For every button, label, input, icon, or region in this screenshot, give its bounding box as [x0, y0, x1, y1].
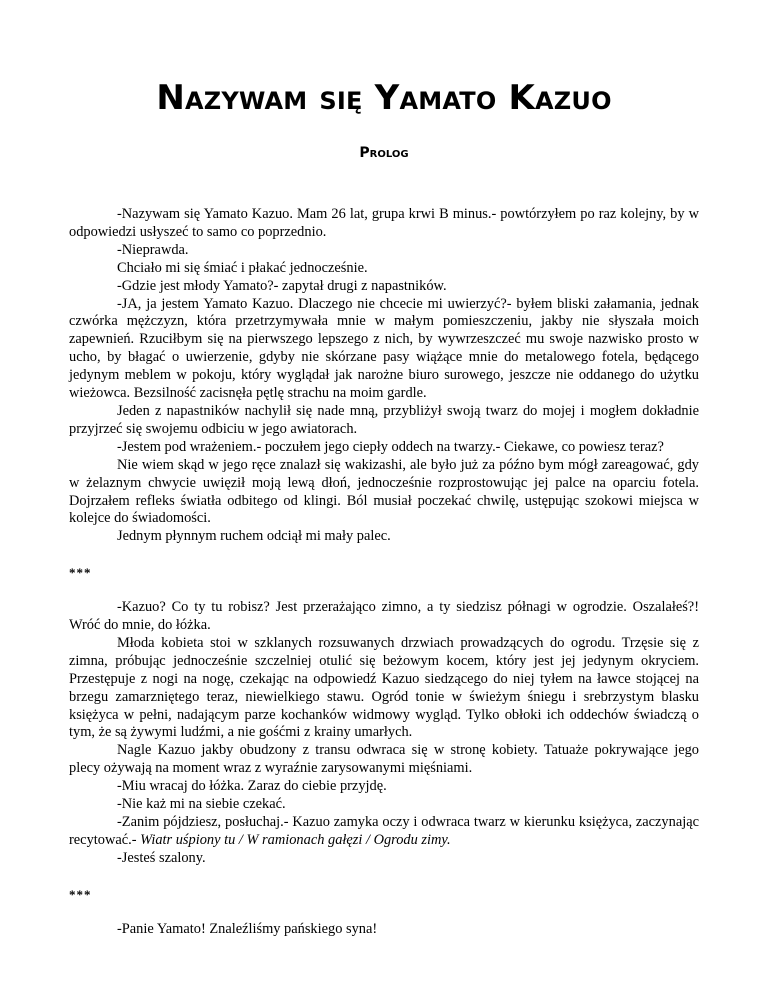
paragraph: -Kazuo? Co ty tu robisz? Jest przerażająco zimno, a ty siedzisz półnagi w ogrodzie. Oszalałeś?! Wróć do mnie, do łóżka. [69, 599, 699, 634]
paragraph: -Jestem pod wrażeniem.- poczułem jego ciepły oddech na twarzy.- Ciekawe, co powiesz teraz? [117, 438, 664, 455]
paragraph: -Nie każ mi na siebie czekać. [117, 796, 286, 813]
haiku-lead-text: -Zanim pójdziesz, posłuchaj.- Kazuo zamyka oczy i odwraca twarz w kierunku księżyca, zaczynając recytować.- [69, 814, 699, 848]
paragraph: -Nazywam się Yamato Kazuo. Mam 26 lat, grupa krwi B minus.- powtórzyłem po raz kolejny, by w odpowiedzi usłyszeć to samo co poprzednio. [69, 206, 699, 240]
paragraph: Młoda kobieta stoi w szklanych rozsuwanych drzwiach prowadzących do ogrodu. Trzęsie się z zimna, próbując jednocześnie szczelniej otulić się beżowym kocem, który jest jej jedynym okryciem. Przestępuje z nogi na nogę, czekając na odpowiedź Kazuo siedzącego do niej tyłem na ławce stojącej na brzegu zamarzniętego teraz, niewielkiego stawu. Ogród tonie w świeżym śniegu i srebrzystym blasku księżyca w pełni, nadającym parze kochanków widmowy wygląd. Tylko obłoki ich oddechów świadczą o tym, że są żywymi ludźmi, a nie gośćmi z krainy umarłych. [69, 634, 699, 741]
paragraph: Chciało mi się śmiać i płakać jednocześnie. [117, 259, 368, 276]
paragraph: Nagle Kazuo jakby obudzony z transu odwraca się w stronę kobiety. Tatuaże pokrywające jego plecy ożywają na moment wraz z wyraźnie zarysowanymi mięśniami. [69, 742, 699, 777]
paragraph: -Nieprawda. [117, 241, 189, 258]
paragraph: -Gdzie jest młody Yamato?- zapytał drugi z napastników. [117, 277, 447, 294]
paragraph: -Miu wracaj do łóżka. Zaraz do ciebie przyjdę. [117, 778, 387, 795]
section-separator: *** [69, 886, 92, 902]
paragraph: -Panie Yamato! Znaleźliśmy pańskiego syna! [117, 920, 378, 937]
paragraph-with-haiku [69, 814, 699, 850]
paragraph: Jeden z napastników nachylił się nade mną, przybliżył swoją twarz do mojej i mogłem dokładnie przyjrzeć się swojemu odbiciu w jego awiatorach. [69, 402, 699, 437]
paragraph: -Jesteś szalony. [117, 849, 206, 866]
paragraph: Nie wiem skąd w jego ręce znalazł się wakizashi, ale było już za późno bym mógł zareagować, gdy w żelaznym chwycie uwięził moją lewą dłoń, jednocześnie rozprostowując jej palce na oparciu fotela. Dojrzałem refleks światła odbitego od klingi. Ból musiał poczekać chwilę, ustępując szokowi miejsca w kolejce do świadomości. [69, 456, 699, 527]
section-separator: *** [69, 565, 92, 581]
chapter-heading: Prolog [359, 145, 409, 161]
document-body [69, 206, 699, 939]
document-title: Nazywam się Yamato Kazuo [156, 78, 612, 118]
paragraph: -JA, ja jestem Yamato Kazuo. Dlaczego nie chcecie mi uwierzyć?- byłem bliski załamania, jednak czwórka mężczyzn, która przetrzymywała mnie w małym pomieszczeniu, jakby nie słyszała moich zapewnień. Rzuciłbym się na pierwszego lepszego z nich, by wywrzeszczeć mu swoje nazwisko prosto w ucho, by błagać o uwierzenie, gdyby nie skórzane pasy wiążące mnie do metalowego fotela, będącego jedynym meblem w pokoju, który wyglądał jak narożne biuro surowego, jeszcze nie oddanego do użytku wieżowca. Bezsilność zacisnęła pętlę strachu na moim gardle. [69, 295, 699, 402]
haiku-text: Wiatr uśpiony tu / W ramionach gałęzi / Ogrodu zimy. [140, 831, 451, 848]
paragraph: Jednym płynnym ruchem odciął mi mały palec. [117, 528, 391, 545]
